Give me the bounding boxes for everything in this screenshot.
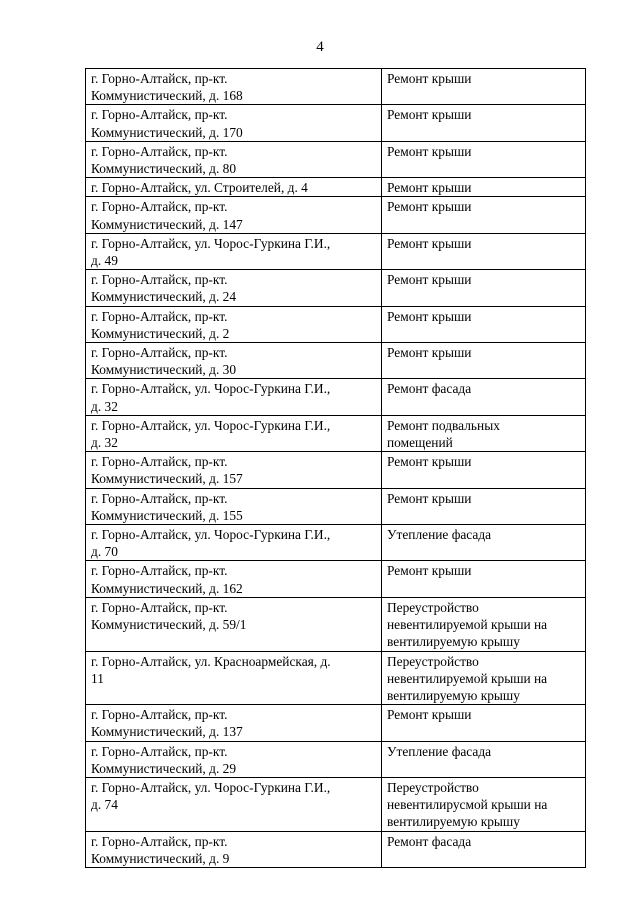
- address-line: Коммунистический, д. 80: [91, 161, 237, 177]
- address-cell: [86, 651, 382, 705]
- table-row: [86, 452, 586, 488]
- table-row: [86, 777, 586, 831]
- work-type-line: Ремонт крыши: [387, 143, 472, 159]
- work-type-line: Ремонт крыши: [387, 199, 472, 215]
- work-type-line: Ремонт крыши: [387, 490, 472, 506]
- work-type-cell: [382, 415, 586, 451]
- address-line: д. 74: [91, 797, 118, 813]
- address-line: Коммунистический, д. 9: [91, 850, 230, 866]
- address-cell: [86, 105, 382, 141]
- address-cell: [86, 197, 382, 233]
- table-body: [86, 69, 586, 868]
- address-line: Коммунистический, д. 162: [91, 580, 243, 596]
- work-type-line: вентилируемую крышу: [387, 814, 520, 830]
- address-cell: [86, 379, 382, 415]
- address-line: д. 32: [91, 398, 118, 414]
- work-type-line: Ремонт крыши: [387, 345, 472, 361]
- address-line: г. Горно-Алтайск, ул. Чорос-Гуркина Г.И.,: [91, 381, 331, 397]
- address-cell: [86, 69, 382, 105]
- address-line: г. Горно-Алтайск, пр-кт.: [91, 833, 228, 849]
- work-type-line: вентилируемую крышу: [387, 687, 520, 703]
- table-row: [86, 488, 586, 524]
- address-line: г. Горно-Алтайск, пр-кт.: [91, 107, 228, 123]
- work-type-cell: [382, 741, 586, 777]
- table-row: [86, 69, 586, 105]
- work-type-line: Ремонт крыши: [387, 563, 472, 579]
- address-line: Коммунистический, д. 168: [91, 88, 243, 104]
- address-line: Коммунистический, д. 59/1: [91, 617, 247, 633]
- table-row: [86, 105, 586, 141]
- work-type-cell: [382, 270, 586, 306]
- work-type-cell: [382, 233, 586, 269]
- address-cell: [86, 141, 382, 177]
- address-cell: [86, 488, 382, 524]
- page-number: 4: [316, 39, 324, 55]
- table-row: [86, 178, 586, 197]
- work-type-cell: [382, 831, 586, 867]
- address-cell: [86, 525, 382, 561]
- address-line: Коммунистический, д. 24: [91, 289, 237, 305]
- work-type-cell: [382, 651, 586, 705]
- work-type-cell: [382, 525, 586, 561]
- address-cell: [86, 343, 382, 379]
- address-line: г. Горно-Алтайск, ул. Красноармейская, д.: [91, 653, 331, 669]
- address-line: д. 32: [91, 435, 118, 451]
- work-type-cell: [382, 105, 586, 141]
- address-line: г. Горно-Алтайск, ул. Чорос-Гуркина Г.И.,: [91, 417, 331, 433]
- work-type-line: вентилируемую крышу: [387, 634, 520, 650]
- work-type-line: Ремонт крыши: [387, 308, 472, 324]
- work-type-cell: [382, 561, 586, 597]
- work-type-line: невентилируемой крыши на: [387, 617, 548, 633]
- address-line: г. Горно-Алтайск, пр-кт.: [91, 743, 228, 759]
- table-row: [86, 705, 586, 741]
- table-row: [86, 651, 586, 705]
- table-row: [86, 379, 586, 415]
- work-type-cell: [382, 452, 586, 488]
- work-type-line: невентилирусмой крыши на: [387, 797, 548, 813]
- work-type-line: Переустройство: [387, 599, 479, 615]
- work-type-line: Утепление фасада: [387, 743, 492, 759]
- address-cell: [86, 178, 382, 197]
- address-line: Коммунистический, д. 157: [91, 471, 243, 487]
- work-type-cell: [382, 777, 586, 831]
- address-line: г. Горно-Алтайск, пр-кт.: [91, 454, 228, 470]
- table-row: [86, 141, 586, 177]
- work-type-cell: [382, 597, 586, 651]
- address-cell: [86, 270, 382, 306]
- table-row: [86, 415, 586, 451]
- address-line: Коммунистический, д. 170: [91, 124, 243, 140]
- work-type-cell: [382, 178, 586, 197]
- address-line: г. Горно-Алтайск, ул. Чорос-Гуркина Г.И.,: [91, 527, 331, 543]
- work-type-line: Переустройство: [387, 779, 479, 795]
- table-row: [86, 306, 586, 342]
- work-type-cell: [382, 488, 586, 524]
- work-type-line: Ремонт крыши: [387, 107, 472, 123]
- table-row: [86, 525, 586, 561]
- work-type-cell: [382, 141, 586, 177]
- address-line: г. Горно-Алтайск, пр-кт.: [91, 599, 228, 615]
- table-row: [86, 597, 586, 651]
- address-cell: [86, 561, 382, 597]
- address-cell: [86, 597, 382, 651]
- work-type-line: Ремонт фасада: [387, 381, 472, 397]
- work-type-line: Ремонт крыши: [387, 71, 472, 86]
- address-line: г. Горно-Алтайск, пр-кт.: [91, 272, 228, 288]
- address-line: д. 49: [91, 253, 118, 269]
- address-line: Коммунистический, д. 29: [91, 760, 237, 776]
- work-type-cell: [382, 343, 586, 379]
- table-row: [86, 233, 586, 269]
- work-type-line: Ремонт крыши: [387, 180, 472, 196]
- address-line: 11: [91, 670, 104, 686]
- address-line: г. Горно-Алтайск, пр-кт.: [91, 71, 228, 86]
- address-cell: [86, 705, 382, 741]
- table-row: [86, 831, 586, 867]
- work-type-cell: [382, 197, 586, 233]
- address-line: Коммунистический, д. 137: [91, 724, 243, 740]
- address-cell: [86, 741, 382, 777]
- address-line: Коммунистический, д. 2: [91, 325, 230, 341]
- table-row: [86, 197, 586, 233]
- address-line: г. Горно-Алтайск, пр-кт.: [91, 490, 228, 506]
- address-line: г. Горно-Алтайск, пр-кт.: [91, 143, 228, 159]
- work-type-line: Ремонт крыши: [387, 272, 472, 288]
- address-cell: [86, 777, 382, 831]
- work-type-line: Ремонт фасада: [387, 833, 472, 849]
- table-row: [86, 270, 586, 306]
- address-cell: [86, 452, 382, 488]
- work-type-cell: [382, 69, 586, 105]
- address-line: Коммунистический, д. 155: [91, 507, 243, 523]
- address-line: г. Горно-Алтайск, пр-кт.: [91, 345, 228, 361]
- address-line: г. Горно-Алтайск, пр-кт.: [91, 199, 228, 215]
- work-type-line: невентилируемой крыши на: [387, 670, 548, 686]
- address-cell: [86, 415, 382, 451]
- table-row: [86, 343, 586, 379]
- work-type-cell: [382, 306, 586, 342]
- address-line: г. Горно-Алтайск, пр-кт.: [91, 563, 228, 579]
- table-row: [86, 561, 586, 597]
- work-type-cell: [382, 705, 586, 741]
- work-type-line: Ремонт крыши: [387, 235, 472, 251]
- work-type-line: Ремонт крыши: [387, 707, 472, 723]
- table-row: [86, 741, 586, 777]
- repair-works-table: [85, 68, 586, 868]
- work-type-line: Ремонт подвальных: [387, 417, 500, 433]
- address-line: д. 70: [91, 544, 118, 560]
- address-line: г. Горно-Алтайск, пр-кт.: [91, 308, 228, 324]
- address-cell: [86, 831, 382, 867]
- address-cell: [86, 233, 382, 269]
- address-line: Коммунистический, д. 147: [91, 216, 243, 232]
- work-type-line: Переустройство: [387, 653, 479, 669]
- address-line: г. Горно-Алтайск, пр-кт.: [91, 707, 228, 723]
- work-type-line: помещений: [387, 435, 453, 451]
- address-cell: [86, 306, 382, 342]
- address-line: г. Горно-Алтайск, ул. Чорос-Гуркина Г.И.,: [91, 779, 331, 795]
- address-line: Коммунистический, д. 30: [91, 362, 237, 378]
- work-type-line: Утепление фасада: [387, 527, 492, 543]
- address-line: г. Горно-Алтайск, ул. Чорос-Гуркина Г.И.,: [91, 235, 331, 251]
- address-line: г. Горно-Алтайск, ул. Строителей, д. 4: [91, 180, 308, 196]
- work-type-line: Ремонт крыши: [387, 454, 472, 470]
- work-type-cell: [382, 379, 586, 415]
